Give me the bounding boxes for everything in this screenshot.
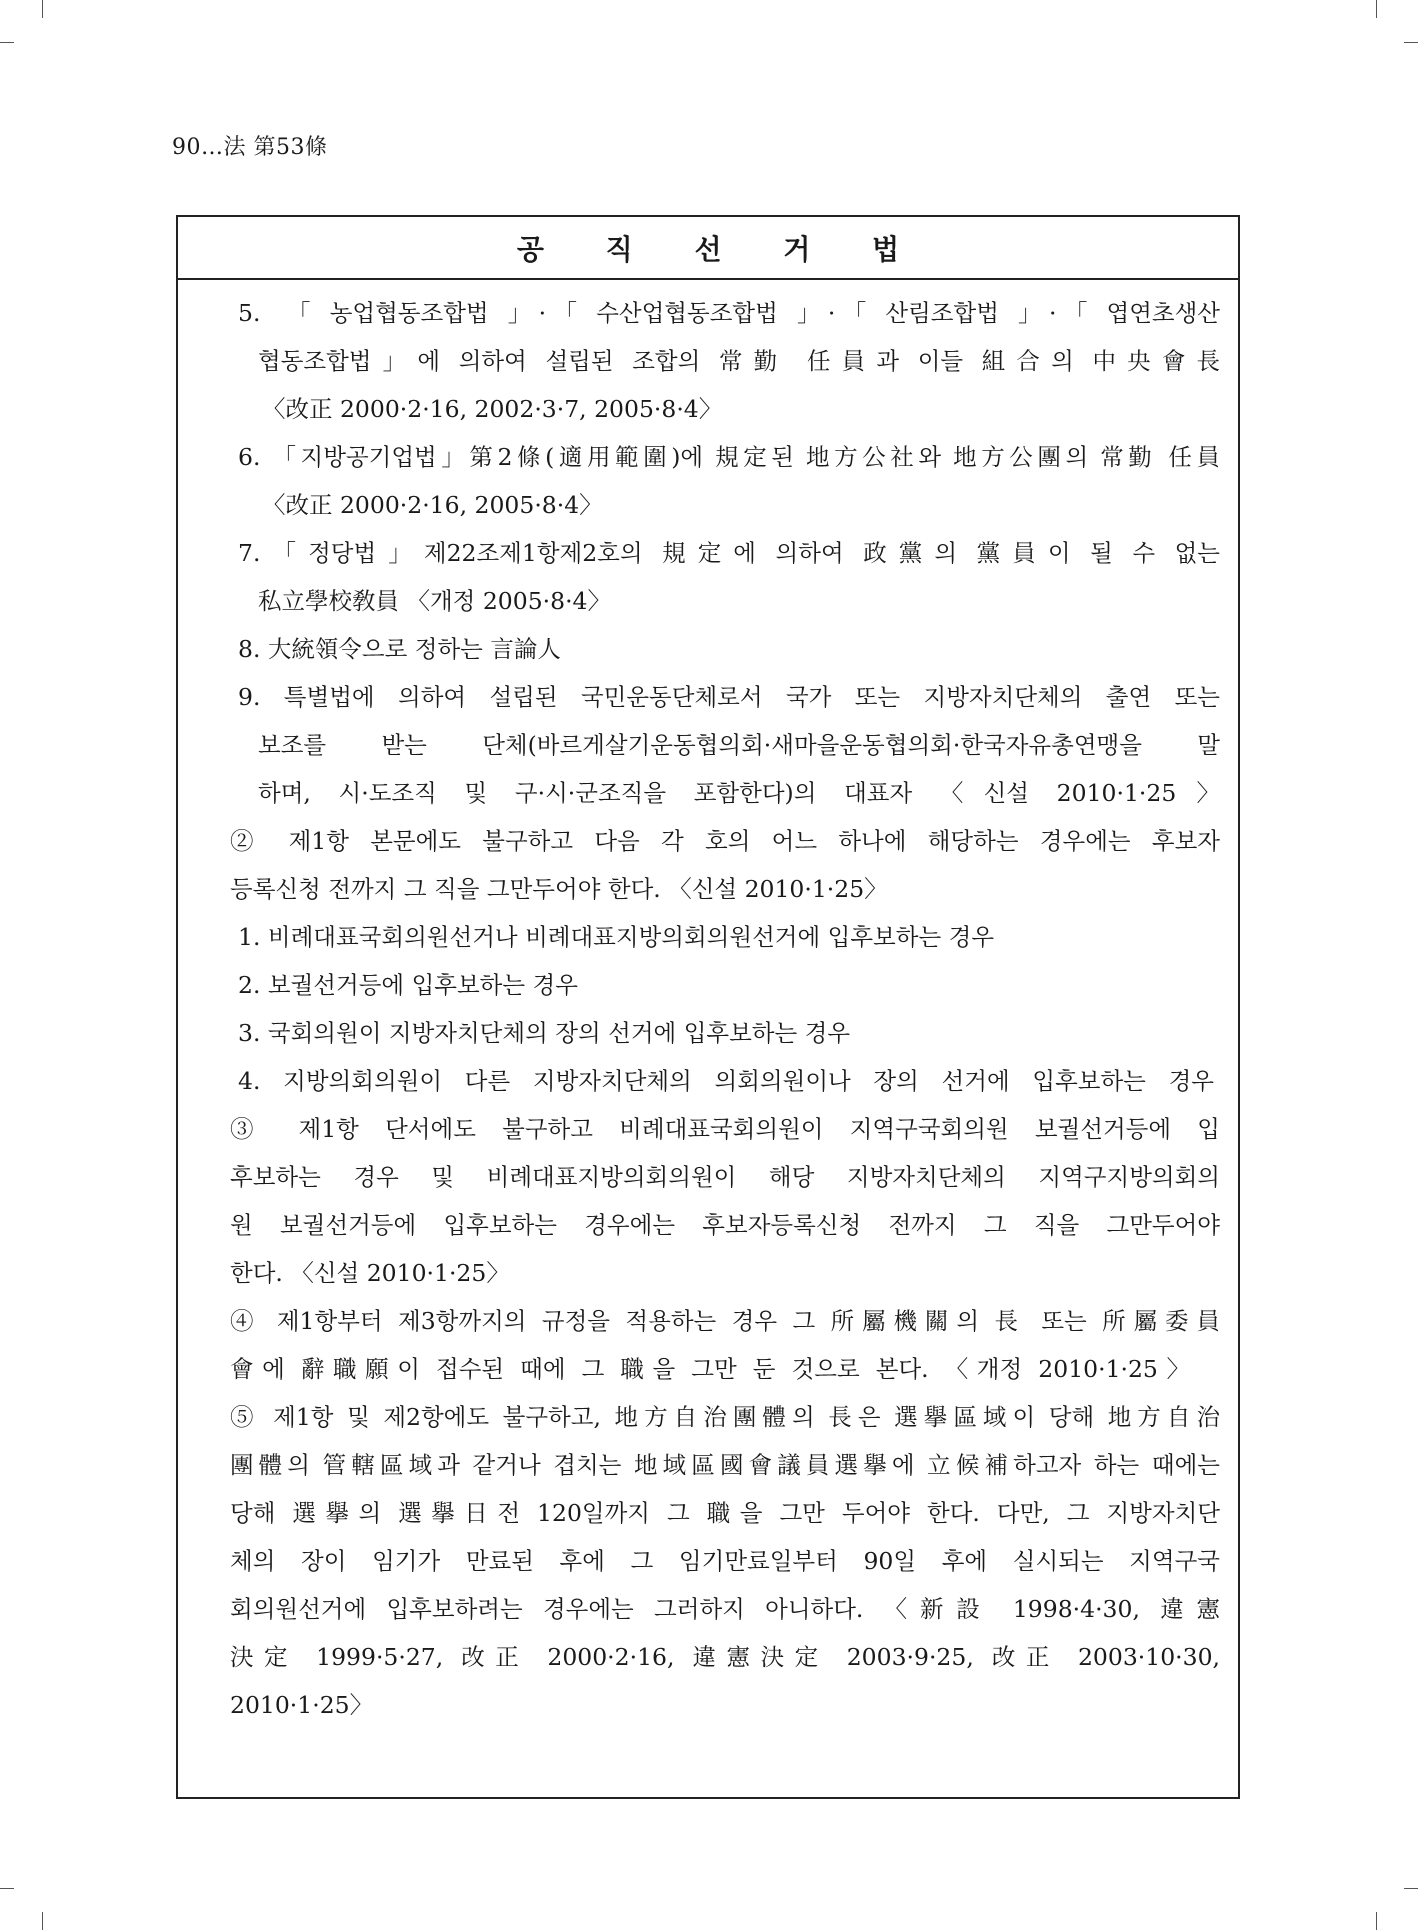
text-line: 8. 大統領令으로 정하는 言論人 (238, 635, 561, 663)
crop-mark (1404, 42, 1418, 43)
text-line: 2010·1·25〉 (230, 1691, 374, 1719)
text-line: 보조를 받는 단체(바르게살기운동협의회·새마을운동협의회·한국자유총연맹을 말 (258, 731, 1220, 759)
crop-mark (1376, 0, 1377, 18)
text-line: 한다. 〈신설 2010·1·25〉 (230, 1259, 510, 1287)
text-line: 團體의 管轄區域과 같거나 겹치는 地域區國會議員選擧에 立候補하고자 하는 때에는 (230, 1451, 1220, 1479)
text-line: 會에 辭職願이 접수된 때에 그 職을 그만 둔 것으로 본다. 〈개정 2010·1·25〉 (230, 1355, 1190, 1383)
statute-frame (176, 215, 1240, 1799)
text-line: ⑤ 제1항 및 제2항에도 불구하고, 地方自治團體의 長은 選擧區域이 당해 地方自治 (230, 1403, 1220, 1431)
text-line: 6. 「지방공기업법」第2條(適用範圍)에 規定된 地方公社와 地方公團의 常勤 任員 (238, 443, 1220, 471)
text-line: 하며, 시·도조직 및 구·시·군조직을 포함한다)의 대표자 〈신설 2010·1·25〉 (258, 779, 1220, 807)
text-line: 2. 보궐선거등에 입후보하는 경우 (238, 971, 578, 999)
crop-mark (1404, 1888, 1418, 1889)
text-line: ③ 제1항 단서에도 불구하고 비례대표국회의원이 지역구국회의원 보궐선거등에 입 (230, 1115, 1220, 1143)
text-line: 〈改正 2000·2·16, 2005·8·4〉 (262, 491, 603, 519)
crop-mark (0, 1888, 14, 1889)
text-line: 〈改正 2000·2·16, 2002·3·7, 2005·8·4〉 (262, 395, 723, 423)
text-line: 9. 특별법에 의하여 설립된 국민운동단체로서 국가 또는 지방자치단체의 출연 또는 (238, 683, 1220, 711)
text-line: 私立學校敎員 〈개정 2005·8·4〉 (258, 587, 611, 615)
text-line: 4. 지방의회의원이 다른 지방자치단체의 의회의원이나 장의 선거에 입후보하는 경우 (238, 1067, 1214, 1095)
text-line: 등록신청 전까지 그 직을 그만두어야 한다. 〈신설 2010·1·25〉 (230, 875, 888, 903)
text-line: 원 보궐선거등에 입후보하는 경우에는 후보자등록신청 전까지 그 직을 그만두어야 (230, 1211, 1220, 1239)
text-line: 후보하는 경우 및 비례대표지방의회의원이 해당 지방자치단체의 지역구지방의회의 (230, 1163, 1220, 1191)
crop-mark (42, 0, 43, 18)
text-line: 협동조합법」에 의하여 설립된 조합의 常勤 任員과 이들 組合의 中央會長 (258, 347, 1220, 375)
text-line: 회의원선거에 입후보하려는 경우에는 그러하지 아니하다. 〈新設 1998·4·30, 違憲 (230, 1595, 1220, 1623)
running-head: 90…法 第53條 (172, 135, 328, 160)
text-line: 당해 選擧의 選擧日전 120일까지 그 職을 그만 두어야 한다. 다만, 그 지방자치단 (230, 1499, 1220, 1527)
text-line: 체의 장이 임기가 만료된 후에 그 임기만료일부터 90일 후에 실시되는 지역구국 (230, 1547, 1220, 1575)
text-line: 7.「정당법」제22조제1항제2호의 規定에 의하여 政黨의 黨員이 될 수 없는 (238, 539, 1220, 567)
crop-mark (42, 1912, 43, 1930)
text-line: ④ 제1항부터 제3항까지의 규정을 적용하는 경우 그 所屬機關의 長 또는 所屬委員 (230, 1307, 1220, 1335)
text-line: 1. 비례대표국회의원선거나 비례대표지방의회의원선거에 입후보하는 경우 (238, 923, 995, 951)
text-line: ② 제1항 본문에도 불구하고 다음 각 호의 어느 하나에 해당하는 경우에는 후보자 (230, 827, 1220, 855)
frame-title: 공 직 선 거 법 (178, 217, 1238, 280)
text-line: 決定 1999·5·27, 改正 2000·2·16, 違憲決定 2003·9·25, 改正 2003·10·30, (230, 1643, 1220, 1671)
text-line: 5. 「농업협동조합법」·「수산업협동조합법」·「산림조합법」·「엽연초생산 (238, 299, 1220, 327)
text-line: 3. 국회의원이 지방자치단체의 장의 선거에 입후보하는 경우 (238, 1019, 851, 1047)
crop-mark (1376, 1912, 1377, 1930)
crop-mark (0, 42, 14, 43)
